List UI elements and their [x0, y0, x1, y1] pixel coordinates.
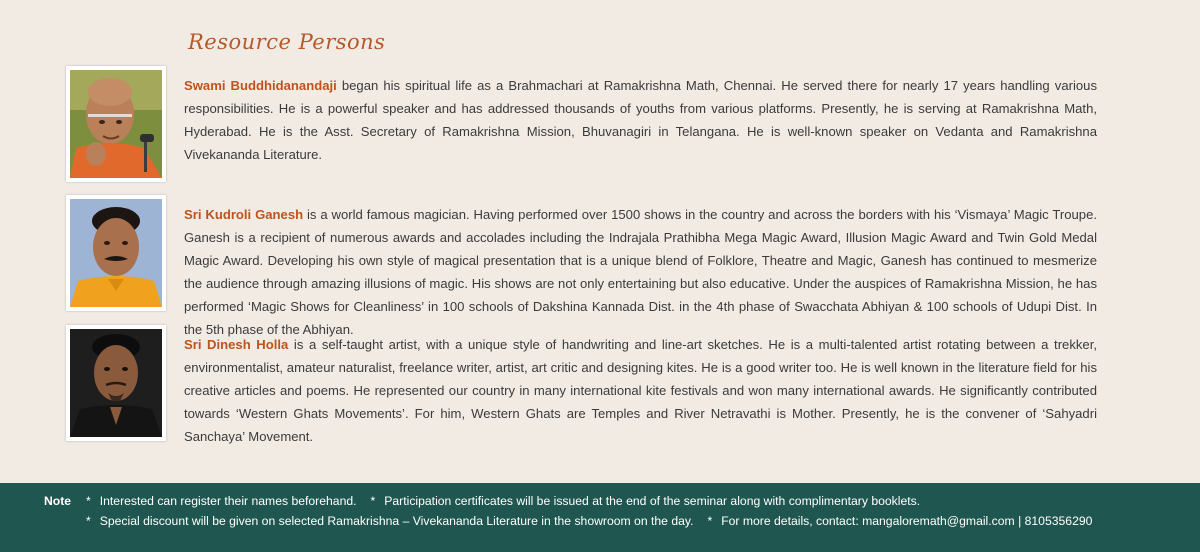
person-name: Sri Dinesh Holla — [184, 337, 289, 352]
bullet-star: * — [86, 514, 91, 528]
artist-portrait-image — [70, 329, 162, 437]
magician-portrait-image — [70, 199, 162, 307]
person-bio — [184, 74, 1097, 166]
note-line-2 — [86, 514, 1092, 528]
portrait-photo — [66, 325, 166, 441]
person-name: Sri Kudroli Ganesh — [184, 207, 304, 222]
footer-notes-bar — [0, 483, 1200, 552]
bullet-star: * — [370, 494, 376, 508]
note-register: Interested can register their names beforehand. — [99, 494, 357, 508]
person-name: Swami Buddhidanandaji — [184, 78, 337, 93]
note-label: Note — [44, 494, 72, 508]
portrait-photo — [66, 195, 166, 311]
note-certificates: Participation certificates will be issued at the end of the seminar along with complimentary booklets. — [384, 494, 921, 508]
monk-portrait-image — [70, 70, 162, 178]
note-contact: For more details, contact: mangaloremath@gmail.com | 8105356290 — [721, 514, 1093, 528]
note-line-1 — [86, 494, 920, 508]
bullet-star: * — [707, 514, 713, 528]
person-bio — [184, 203, 1097, 341]
person-description: is a world famous magician. Having performed over 1500 shows in the country and across the borders with his ‘Vismaya’ Magic Troupe. Ganesh is a recipient of numerous awards and accolades including the Indrajala Prathibha Mega Magic Award, Illusion Magic Award and Twin Gold Medal Magic Award. Developing his own style of magical presentation that is a unique blend of Folklore, Theatre and Magic, Ganesh has continued to mesmerize the audience through amazing illusions of magic. His shows are not only entertaining but also educative. Under the auspices of Ramakrishna Mission, he has performed ‘Magic Shows for Cleanliness’ in 100 schools of Dakshina Kannada Dist. in the 4th phase of Swacchata Abhiyan & 100 schools of Udupi Dist. In the 5th phase of the Abhiyan. — [184, 207, 1098, 337]
person-description: is a self-taught artist, with a unique style of handwriting and line-art sketches. He is a multi-talented artist rotating between a trekker, environmentalist, amateur naturalist, freelance writer, artist, art critic and designing kites. He is a good writer too. He is well known in the literature field for his creative articles and poems. He represented our country in many international kite festivals and won many international awards. He significantly contributed towards ‘Western Ghats Movements’. For him, Western Ghats are Temples and River Netravathi is Mother. Presently, he is the convener of ‘Sahyadri Sanchaya’ Movement. — [184, 337, 1097, 444]
note-discount: Special discount will be given on selected Ramakrishna – Vivekananda Literature in the showroom on the day. — [99, 514, 694, 528]
section-title: Resource Persons — [188, 30, 386, 54]
portrait-photo — [66, 66, 166, 182]
person-bio — [184, 333, 1097, 448]
person-description: began his spiritual life as a Brahmachari at Ramakrishna Math, Chennai. He served there for nearly 17 years handling various responsibilities. He is a powerful speaker and has addressed thousands of youths from various platforms. Presently, he is serving at Ramakrishna Math, Hyderabad. He is the Asst. Secretary of Ramakrishna Mission, Bhuvanagiri in Telangana. He is well-known speaker on Vedanta and Ramakrishna Vivekananda Literature. — [184, 78, 1097, 162]
bullet-star: * — [86, 494, 91, 508]
